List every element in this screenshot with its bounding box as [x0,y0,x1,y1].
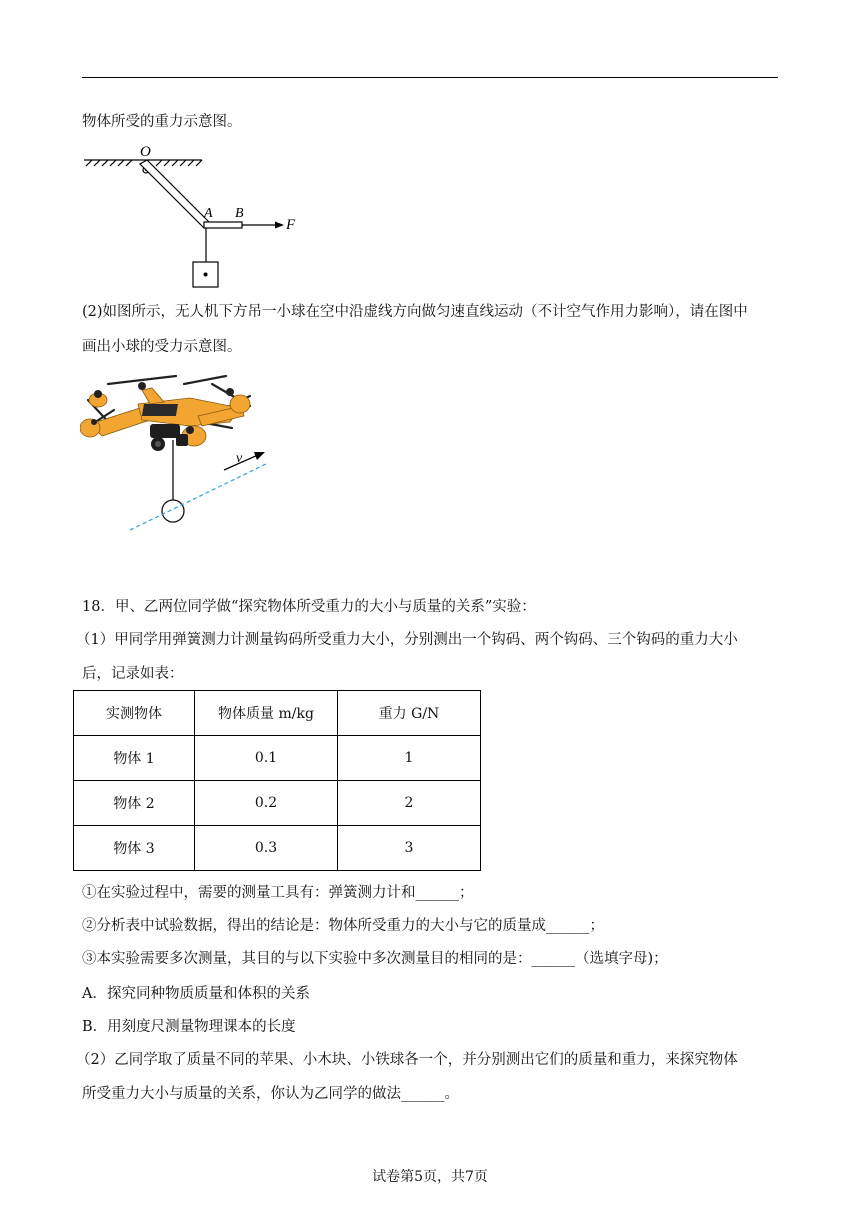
option-b: B．用刻度尺测量物理课本的长度 [82,1019,296,1035]
q18-p1-line2: 后，记录如表： [82,666,184,682]
q18-p2-line2: 所受重力大小与质量的关系，你认为乙同学的做法______。 [82,1086,459,1102]
header-object: 实测物体 [74,691,195,736]
table-header-row [74,691,481,736]
q18-p2-line1: （2）乙同学取了质量不同的苹果、小木块、小铁球各一个，并分别测出它们的质量和重力，来探究物体 [76,1052,738,1068]
table-cell: 2 [338,781,481,826]
lever-bar-ab [204,222,242,228]
q18-s2: ②分析表中试验数据，得出的结论是：物体所受重力的大小与它的质量成______； [82,918,604,934]
lever-figure [80,140,310,292]
results-table [73,690,481,871]
table-cell: 0.2 [195,781,338,826]
dashed-path [130,464,266,530]
q18-p1-line1: （1）甲同学用弹簧测力计测量钩码所受重力大小，分别测出一个钩码、两个钩码、三个钩码的重力大小 [76,632,738,648]
label-f: F [286,217,296,233]
table-cell: 物体 1 [74,736,195,781]
table-cell: 物体 2 [74,781,195,826]
q2-line1: (2)如图所示，无人机下方吊一小球在空中沿虚线方向做匀速直线运动（不计空气作用力影响），请在图中 [82,304,748,320]
drone-panel [142,404,178,416]
velocity-label: v [236,451,243,466]
table-cell: 1 [338,736,481,781]
q18-title: 18．甲、乙两位同学做“探究物体所受重力的大小与质量的关系”实验： [82,599,536,615]
q2-line2: 画出小球的受力示意图。 [82,339,242,355]
label-a: A [204,206,213,221]
option-a: A．探究同种物质质量和体积的关系 [82,986,310,1002]
table-cell: 物体 3 [74,826,195,871]
table-cell: 0.1 [195,736,338,781]
header-rule [82,77,778,78]
table-row [74,826,481,871]
label-o: O [140,144,151,160]
suspended-ball [162,500,184,522]
table-cell: 0.3 [195,826,338,871]
label-b: B [235,206,244,221]
page-footer: 试卷第5页，共7页 [372,1169,488,1185]
table-row [74,781,481,826]
q18-s3: ③本实验需要多次测量，其目的与以下实验中多次测量目的相同的是：______（选填字母)； [82,951,668,967]
drone-figure [80,370,280,535]
intro-text: 物体所受的重力示意图。 [82,114,242,130]
header-mass: 物体质量 m/kg [195,691,338,736]
header-gravity: 重力 G/N [338,691,481,736]
lever-arm [140,160,209,228]
q18-s1: ①在实验过程中，需要的测量工具有：弹簧测力计和______； [82,885,474,901]
table-cell: 3 [338,826,481,871]
table-row [74,736,481,781]
